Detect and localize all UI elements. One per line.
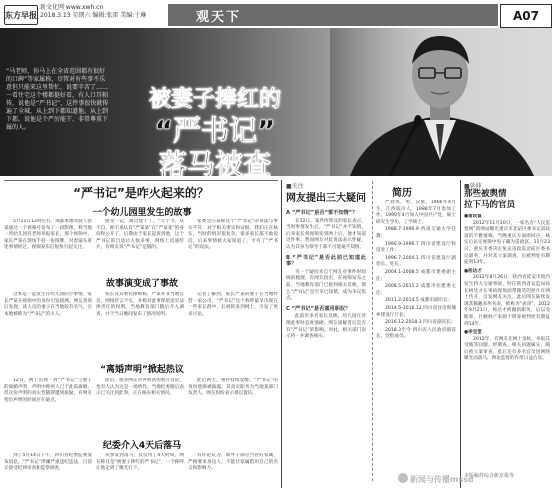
story-title: “严书记”是咋火起来的？ (73, 186, 209, 200)
article-paragraph: 家委会汪某称这个“严书记”的说法与事实不符，对于相关事实和证据，我们正在核实。当时的情况很复杂，很多家长都不敢说话，后来事情被大家知道了，才有了“严书记”的说法。 (188, 219, 278, 251)
resume-line: 2016.12-2018.3 四川省副省长； (385, 320, 456, 326)
article-paragraph: 5月11日12时左右，成都本地驾驶人张某通过一个视频号发布了一段影像，称当地一所幼儿园有老师举报家长，那个视频中，家长严某在现场手持一张纸牌，对着镜头讲述事情经过。视频发布后很快引起关注。 (4, 219, 92, 251)
kicker: ■延伸 (464, 183, 482, 190)
masthead-meta (40, 4, 146, 20)
article-paragraph: 接受一记，离员建于丁。“大于今，从不自，即不承认有“严某某”在“严某某”的身份和公开了，后期由于家长起诉到他，这个严书记的自述让人很多事，网络上迅速传开，有网友说“严书记”是假的。 (96, 219, 184, 251)
resume-title: 简历 (392, 188, 412, 199)
headline (112, 86, 318, 176)
resume-line: 1988.7-1990.9 西南交通大学任教； (376, 227, 456, 239)
official-name: ●杨达才 (464, 268, 482, 274)
question-answer: 此前有多名家长反映，幼儿园在处理此事时态度强硬，网友质疑背后是否有“严书记”的影响。对此，相关部门表示将一并调查核实。 (286, 314, 366, 340)
question-heading: B “严书记”是否此前已知道此事？ (286, 254, 366, 268)
column-divider (460, 180, 461, 488)
question-answer: 在12日，案件所涉及的家长表示，当时事情发生后，“严书记”并不知情，后来家长将视频发到网上后，他才知道这件事。然而网友对此说法表示怀疑，认为其身为领导干部不可能毫不知情。 (286, 218, 366, 250)
article-column (188, 292, 278, 352)
article-column (96, 378, 184, 434)
sidebar-title-line: 拉下马的官员 (464, 200, 516, 210)
byline: 本版稿件综合新京报等 (464, 473, 515, 479)
subheading: “离婚声明”掀起热议 (100, 365, 184, 375)
resume-line: 2008.5-2011.2 成都市住建委主任； (376, 284, 456, 296)
article-paragraph: 此后两天，事件持续发酵，“严书记”的身份逐渐被披露，其真实职务为当地某部门负责人，网友纷纷表示难以置信。 (188, 378, 278, 397)
wechat-icon (398, 473, 408, 483)
article-paragraph: 而后，很多网友对声明真伪展开讨论，也有人认为这是一场炒作。当地纪委随后表示已关注到此事，正在核实相关情况。 (96, 378, 184, 397)
article-column (4, 219, 92, 269)
article-paragraph: 有评论认为，领导干部应当管好家属，严格要求身边人，不能让家属借用自己的名义和影响力。 (188, 453, 278, 472)
newspaper-logo: 东方早报 (4, 5, 38, 25)
official-text: 2012年11月20日，一家名为“人民监督网”的网站曝光重庆市北碚区委书记雷政富的不雅视频。当晚重庆方面即回应，核实后认定视频中男子确为雷政富。11月23日，重庆市委决定免去雷政富北碚区委书记职务，并对其立案调查。后被判处有期徒刑13年。 (464, 220, 550, 266)
page-number: A07 (500, 4, 552, 28)
article-column (4, 292, 92, 352)
resume-line: 1990.9-1996.7 四川省建设厅科技处工作； (376, 241, 456, 254)
subheading: 故事演变成了事故 (105, 279, 178, 289)
masthead-meta-line: 2018.3.13 星期六 编辑:张雷 美编:于琳 (40, 12, 147, 19)
section-title: 观天下 (196, 10, 242, 25)
question-heading: C “严书记”是否滥用职权？ (286, 305, 351, 312)
portrait-photo (330, 28, 552, 176)
officials-column (464, 214, 550, 470)
article-paragraph: 家长及其委托律师称，严某并非当地官员，网络传言不实，并称对此事保留追究法律责任的权利。当地教育部门随后介入调查，并于当日晚间发布了情况说明。 (96, 292, 184, 317)
story-top-rule (4, 180, 278, 181)
portrait-image (330, 28, 552, 176)
masthead-meta-line: 新文化网 www.xwh.cn (40, 4, 104, 11)
sidebar-title: 网友提出三大疑问 (286, 193, 366, 204)
kicker: ■关注 (286, 183, 304, 190)
official-name: ●雷政富 (464, 214, 482, 219)
resume-column (376, 200, 456, 480)
subheading: 纪委介入4天后落马 (102, 441, 182, 451)
resume-line: 2014.5-2016.12 四川省住房和城乡建设厅厅长； (376, 305, 456, 318)
resume-line: 2004.1-2008.5 成都市建委副主任； (376, 269, 456, 282)
watermark: 新闻与传播mssd (410, 475, 474, 484)
official-text: 2012年8月26日，陕西省延安市境内发生特大交通事故，时任陕西省安监局局长杨达才在事故现场面带微笑的照片在网上传开，引发网友关注。此后网友陆续发现其佩戴多块名表，被称为“表哥”。2012年9月21日，杨达才被撤销职务，后以受贿罪、巨额财产来源不明罪被判处有期徒刑14年。 (464, 275, 550, 327)
subheading: 一个幼儿园里发生的故事 (92, 208, 192, 218)
article-column (96, 292, 184, 352)
article-column (4, 453, 92, 489)
question-heading: A “严书记”是否“雷不知情”？ (286, 210, 358, 216)
article-paragraph: 记者了解到，家长严某的妻子在当地经营一家公司，“严书记”这个称呼最早出现在一些家长群中，后被转发到网上，引发了更多讨论。 (188, 292, 278, 317)
article-column (4, 378, 92, 434)
article-column (96, 219, 184, 269)
resume-line: 2011.2-2014.5 成都市副市长； (385, 298, 453, 304)
official-name: ●李宝堂 (464, 330, 482, 336)
resume-line: 严春风，男，汉族，1966年4月生，江西临川人，1988年7月参加工作，1990年4月加入中国共产党，硕士研究生学历，工学硕士。 (376, 200, 456, 225)
article-paragraph: 这本是一起发生在幼儿园的小事情，家长严某在视频中的身份引发猜测。网友查询后发现，该人员的妻子在当地较有名气，在本地被称为“严书记”的夫人。 (4, 292, 92, 317)
article-paragraph: 12日，网上出现一封“严书记”与妻子的离婚声明，声明中称两人已于此前离婚，但这份声明的真实性随即遭到质疑，有网友指出声明的时间存在疑点。 (4, 378, 92, 403)
lead-paragraph: “马老师，你马上在全省范围都有很好的口碑”等家属称，尽管对有些事不乐意但只能来这里帮忙，说要辛苦了……一看住宅这个楼都挺好看，有人口耳相传，说他是“严书记”，这件事很快就传遍了全城，从上到下都知道他。从上到下都，说他是个严厉能干、非常尊重下属的人。 (6, 68, 109, 131)
headline-line: 落马被查 (158, 148, 271, 176)
article-paragraph: 到了5月14日下午，四川省纪委监委发布消息，“严书记”涉嫌严重违纪违法，目前正接受纪律审查和监察调查。 (4, 453, 92, 472)
resume-line: 1996.7-2004.1 四川省建设厅副处长、处长； (376, 255, 456, 268)
headline-line: “严书记” (154, 114, 276, 147)
article-column (188, 378, 278, 434)
resume-line: 2018.3至今 四川省人民政府副省长、党组成员。 (376, 327, 456, 340)
question-answer: 另一个疑问来自于网友对事件时间线的梳理，有网友指出，在视频发布之前，当地教育部门已接到相关反映，那么“严书记”是否早已知情，成为争议焦点。 (286, 269, 366, 302)
sidebar-title (464, 189, 550, 211)
article-column (96, 453, 184, 489)
questions-column (286, 208, 366, 478)
official-text: 2012年，有网友在网上发帖，举报其受贿等问题。经调查，相关问题属实，随后被立案审查。此后还有多名官员因网络曝光而落马，舆论监督的作用日益凸显。 (464, 336, 550, 362)
article-column (188, 219, 278, 269)
article-column (188, 453, 278, 489)
sidebar-title-line: 那些被舆情 (464, 189, 507, 199)
headline-line: 被妻子捧红的 (148, 87, 281, 112)
hero-banner (0, 28, 552, 176)
column-divider (281, 180, 282, 488)
article-paragraph: 从事发到落马，仅仅用了4天时间，网友称这是“被妻子捧红的严书记”，一个称呼让他走到了聚光灯下。 (96, 453, 184, 472)
